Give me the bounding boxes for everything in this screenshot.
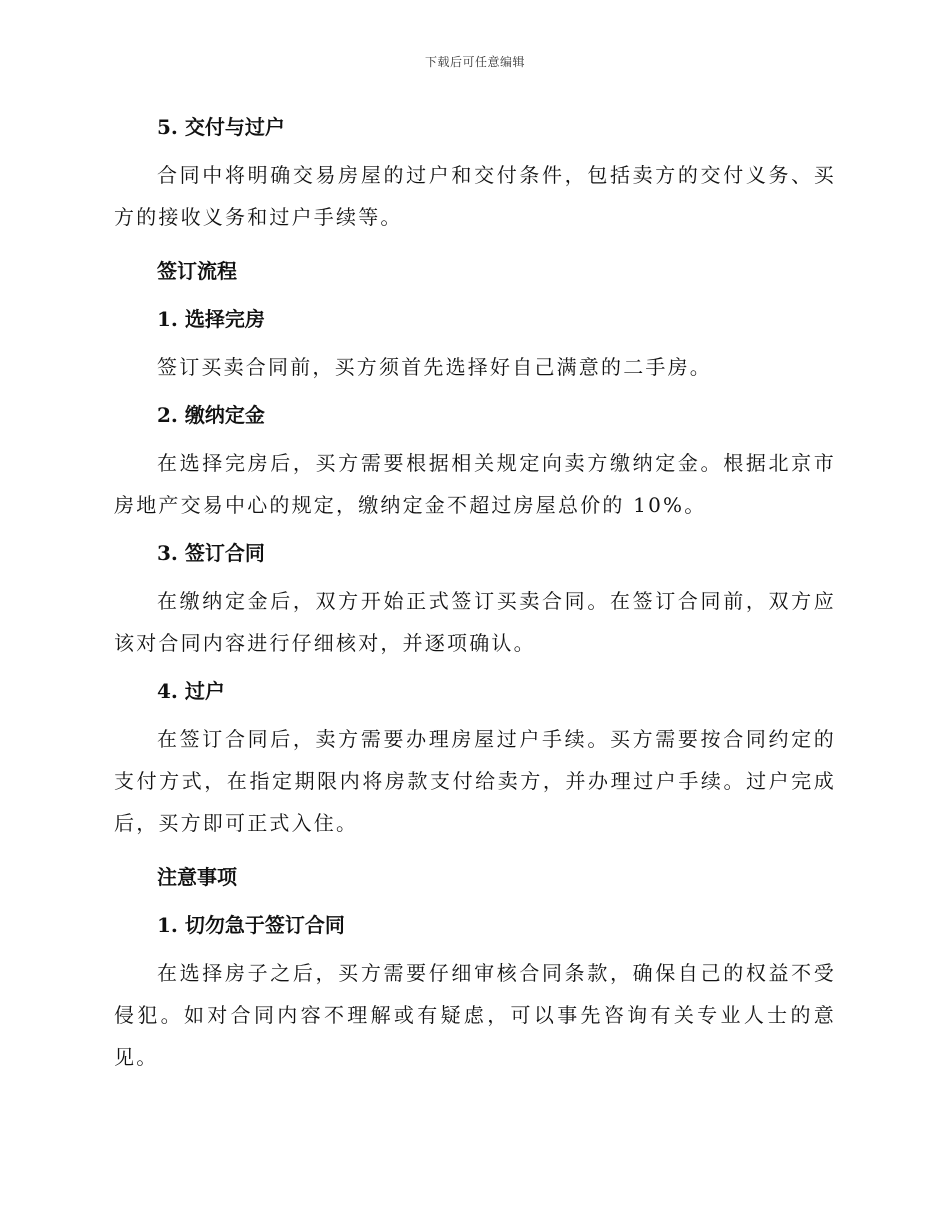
- page-header: 下载后可任意编辑: [424, 55, 525, 69]
- paragraph-delivery-transfer: 合同中将明确交易房屋的过户和交付条件，包括卖方的交付义务、买方的接收义务和过户手续等。: [114, 163, 836, 229]
- section-heading-delivery-transfer: 5. 交付与过户: [157, 115, 285, 139]
- paragraph-dont-rush: 在选择房子之后，买方需要仔细审核合同条款，确保自己的权益不受侵犯。如对合同内容不理解或有疑虑，可以事先咨询有关专业人士的意见。: [114, 961, 836, 1069]
- section-heading-sign-contract: 3. 签订合同: [157, 541, 265, 565]
- paragraph-pay-deposit: 在选择完房后，买方需要根据相关规定向卖方缴纳定金。根据北京市房地产交易中心的规定，缴纳定金不超过房屋总价的 10%。: [114, 451, 836, 517]
- section-heading-pay-deposit: 2. 缴纳定金: [157, 403, 265, 427]
- section-heading-notes: 注意事项: [157, 865, 237, 889]
- paragraph-sign-contract: 在缴纳定金后，双方开始正式签订买卖合同。在签订合同前，双方应该对合同内容进行仔细核对，并逐项确认。: [114, 589, 836, 655]
- paragraph-transfer: 在签订合同后，卖方需要办理房屋过户手续。买方需要按合同约定的支付方式，在指定期限内将房款支付给卖方，并办理过户手续。过户完成后，买方即可正式入住。: [114, 727, 836, 835]
- section-heading-select-house: 1. 选择完房: [157, 307, 265, 331]
- section-heading-dont-rush: 1. 切勿急于签订合同: [157, 913, 345, 937]
- paragraph-select-house: 签订买卖合同前，买方须首先选择好自己满意的二手房。: [157, 355, 712, 379]
- document-body: [114, 112, 836, 1078]
- section-heading-transfer: 4. 过户: [157, 679, 225, 703]
- section-heading-signing-process: 签订流程: [157, 259, 237, 283]
